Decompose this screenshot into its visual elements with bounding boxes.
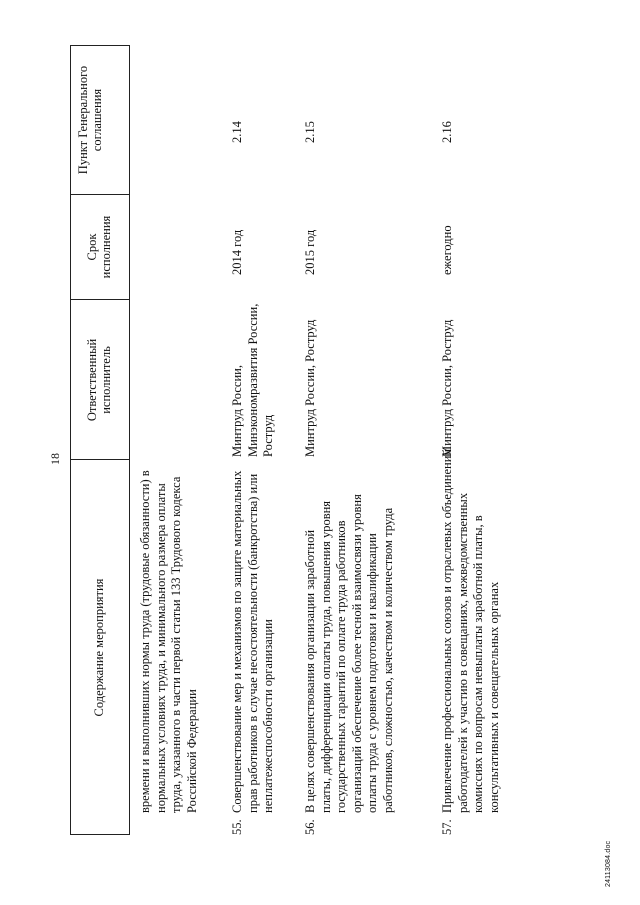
measures-table [70, 45, 590, 835]
row-56-clause: 2.15 [303, 121, 317, 143]
row-55-content: Совершенствование мер и механизмов по защите материальных прав работников в случае несостоятельности (банкротства) или неплатежеспособности организации [230, 470, 275, 813]
header-clause: Пункт Генерального соглашения [76, 65, 104, 175]
row-55-deadline: 2014 год [230, 229, 244, 275]
row-57-content: Привлечение профессиональных союзов и отраслевых объединений работодателей к участию в совещаниях, межведомственных комиссиях по вопросам невыплаты заработной платы, в консультативных и совещательных органах [440, 448, 501, 813]
table-top-border [70, 45, 71, 835]
row-56-deadline: 2015 год [303, 229, 317, 275]
row-56-responsible: Минтруд России, Роструд [303, 319, 317, 457]
row-55-clause: 2.14 [230, 121, 244, 143]
column-divider-2 [70, 299, 130, 300]
row-57-deadline: ежегодно [440, 225, 454, 275]
table-right-border [70, 45, 130, 46]
header-responsible: Ответственный исполнитель [85, 338, 113, 422]
header-separator [129, 45, 130, 835]
row-continuation-content: времени и выполнивших нормы труда (трудовые обязанности) в нормальных условиях труда, и минимального размера оплаты труда, указанного в части первой статьи 133 Трудового кодекса Российской Федерации [138, 470, 199, 813]
row-56-content: В целях совершенствования организации заработной платы, дифференциации оплаты труда, повышения уровня государственных гарантий по оплате труда работников организаций обеспечение более тесной взаимосвязи уровня оплаты труда с уровнем подготовки и квалификации работников, сложностью, качеством и количеством труда [303, 494, 395, 813]
page-number: 18 [48, 453, 62, 465]
row-57-responsible: Минтруд России, Роструд [440, 319, 454, 457]
footer-filename: 24113084.doc [605, 840, 612, 887]
row-57-clause: 2.16 [440, 121, 454, 143]
header-deadline: Срок исполнения [85, 215, 113, 279]
row-55-number: 55. [230, 819, 244, 835]
row-56-number: 56. [303, 819, 317, 835]
column-divider-3 [70, 194, 130, 195]
header-content: Содержание мероприятия [92, 578, 106, 717]
row-55-responsible: Минтруд России, Минэкономразвития России, Роструд [230, 303, 275, 457]
row-57-number: 57. [440, 819, 454, 835]
